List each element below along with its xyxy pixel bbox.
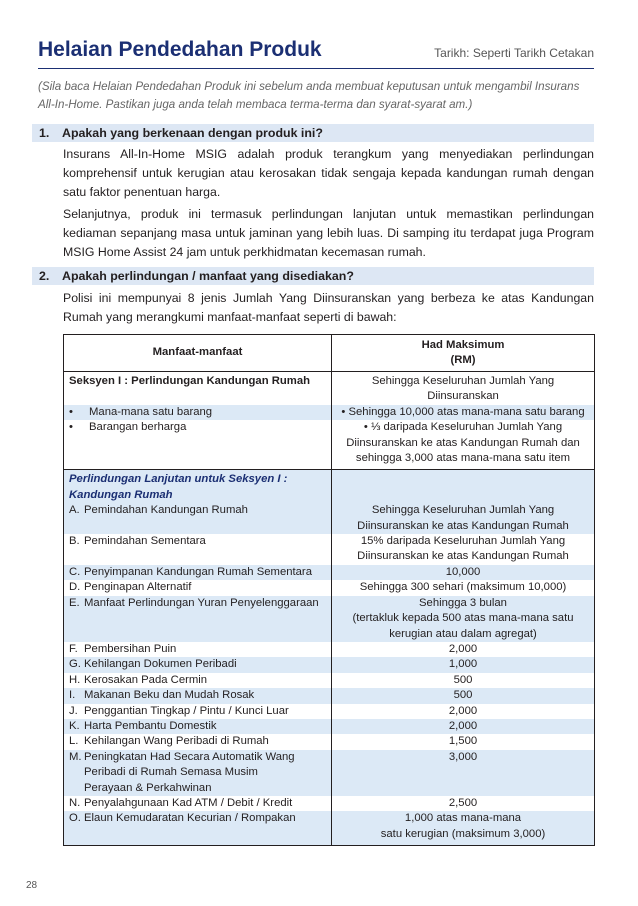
row-n-label: N. Penyalahgunaan Kad ATM / Debit / Kredit	[64, 796, 332, 811]
table-row	[64, 580, 595, 595]
table-row	[64, 734, 595, 749]
row-k-value: 2,000	[332, 719, 595, 734]
row-g-value: 1,000	[332, 657, 595, 672]
row-n-value: 2,500	[448, 796, 478, 809]
row-h-value: 500	[453, 673, 473, 686]
bullet-row-1	[64, 405, 595, 420]
table-row	[64, 565, 595, 580]
row-e-value: Sehingga 3 bulan (tertakluk kepada 500 atas mana-mana satu kerugian atau dalam agregat)	[332, 596, 595, 642]
row-c-value: 10,000	[332, 565, 595, 580]
section-1-row	[64, 372, 595, 405]
section-1-value: Sehingga Keseluruhan Jumlah Yang Diinsuranskan	[371, 375, 555, 403]
table-row	[64, 642, 595, 657]
intro-note: (Sila baca Helaian Pendedahan Produk ini sebelum anda membuat keputusan untuk mengambil Insurans All-In-Home. Pastikan juga anda telah membaca terma-terma dan syarat-syarat am.)	[38, 80, 580, 111]
print-date: Tarikh: Seperti Tarikh Cetakan	[434, 46, 594, 60]
table-header-row	[64, 335, 595, 372]
question-2-heading	[32, 267, 594, 285]
row-m-label: M. Peningkatan Had Secara Automatik Wang Peribadi di Rumah Semasa Musim Perayaan & Perkahwinan	[64, 750, 332, 796]
bullet-1-value: • Sehingga 10,000 atas mana-mana satu barang	[332, 405, 595, 420]
question-2-number: 2.	[39, 269, 50, 283]
row-f-label: F. Pembersihan Puin	[64, 642, 332, 657]
extended-coverage-heading-row	[64, 470, 595, 503]
question-1-text: Apakah yang berkenaan dengan produk ini?	[62, 126, 323, 140]
table-row	[64, 688, 595, 703]
extended-coverage-title: Perlindungan Lanjutan untuk Seksyen I : Kandungan Rumah	[64, 470, 332, 503]
table-row	[64, 503, 595, 534]
row-e-label: E. Manfaat Perlindungan Yuran Penyelenggaraan	[64, 596, 332, 642]
row-h-label: H. Kerosakan Pada Cermin	[64, 673, 332, 688]
question-1-number: 1.	[39, 126, 50, 140]
row-l-label: L. Kehilangan Wang Peribadi di Rumah	[64, 734, 332, 749]
question-1-paragraph-1: Insurans All-In-Home MSIG adalah produk terangkum yang menyediakan perlindungan komprehensif untuk kerugian atau kerosakan tidak sengaja kepada kandungan rumah dengan satu faktor penentuan harga.	[63, 147, 594, 199]
table-row	[64, 719, 595, 734]
benefits-table	[63, 334, 595, 846]
header-benefits: Manfaat-manfaat	[64, 335, 332, 372]
row-j-label: J. Penggantian Tingkap / Pintu / Kunci Luar	[64, 704, 332, 719]
table-row	[64, 811, 595, 845]
table-row	[64, 596, 595, 642]
row-d-label: D. Penginapan Alternatif	[64, 580, 332, 595]
question-1-paragraph-2: Selanjutnya, produk ini termasuk perlindungan lanjutan untuk memastikan perlindungan kediaman sepanjang masa untuk jaminan yang lebih luas. Di samping itu terdapat juga Program MSIG Home Assist 24 jam untuk perkhidmatan kecemasan rumah.	[63, 207, 594, 259]
bullet-2-label: • Barangan berharga	[64, 420, 332, 470]
header-max-limit: Had Maksimum (RM)	[332, 335, 595, 372]
bullet-row-2	[64, 420, 595, 470]
row-m-value: 3,000	[332, 750, 595, 796]
title-divider	[38, 68, 594, 69]
page-number: 28	[26, 880, 38, 891]
row-l-value: 1,500	[448, 735, 478, 748]
row-k-label: K. Harta Pembantu Domestik	[64, 719, 332, 734]
page-title: Helaian Pendedahan Produk	[38, 38, 322, 61]
table-row	[64, 704, 595, 719]
row-b-label: B. Pemindahan Sementara	[64, 534, 332, 565]
question-2-text: Apakah perlindungan / manfaat yang disediakan?	[62, 269, 354, 283]
question-1-heading	[32, 124, 594, 142]
row-d-value: Sehingga 300 sehari (maksimum 10,000)	[359, 581, 567, 594]
row-o-value: 1,000 atas mana-mana satu kerugian (maksimum 3,000)	[332, 811, 595, 845]
section-1-title: Seksyen I : Perlindungan Kandungan Rumah	[64, 372, 332, 405]
row-a-label: A. Pemindahan Kandungan Rumah	[64, 503, 332, 534]
row-c-label: C. Penyimpanan Kandungan Rumah Sementara	[64, 565, 332, 580]
table-row	[64, 657, 595, 672]
row-g-label: G. Kehilangan Dokumen Peribadi	[64, 657, 332, 672]
row-a-value: Sehingga Keseluruhan Jumlah Yang Diinsuranskan ke atas Kandungan Rumah	[332, 503, 595, 534]
question-2-paragraph: Polisi ini mempunyai 8 jenis Jumlah Yang Diinsuranskan yang berbeza ke atas Kandungan Rumah yang merangkumi manfaat-manfaat seperti di bawah:	[63, 291, 594, 324]
row-j-value: 2,000	[448, 704, 478, 717]
row-b-value: 15% daripada Keseluruhan Jumlah Yang Diinsuranskan ke atas Kandungan Rumah	[357, 535, 569, 563]
row-f-value: 2,000	[448, 642, 478, 655]
row-i-label: I. Makanan Beku dan Mudah Rosak	[64, 688, 332, 703]
table-row	[64, 673, 595, 688]
table-row	[64, 796, 595, 811]
bullet-2-value: • ⅓ daripada Keseluruhan Jumlah Yang Diinsuranskan ke atas Kandungan Rumah dan sehingga 3,000 atas mana-mana satu item	[346, 421, 580, 465]
row-i-value: 500	[332, 688, 595, 703]
table-row	[64, 534, 595, 565]
bullet-1-label: • Mana-mana satu barang	[64, 405, 332, 420]
row-o-label: O. Elaun Kemudaratan Kecurian / Rompakan	[64, 811, 332, 845]
table-row	[64, 750, 595, 796]
